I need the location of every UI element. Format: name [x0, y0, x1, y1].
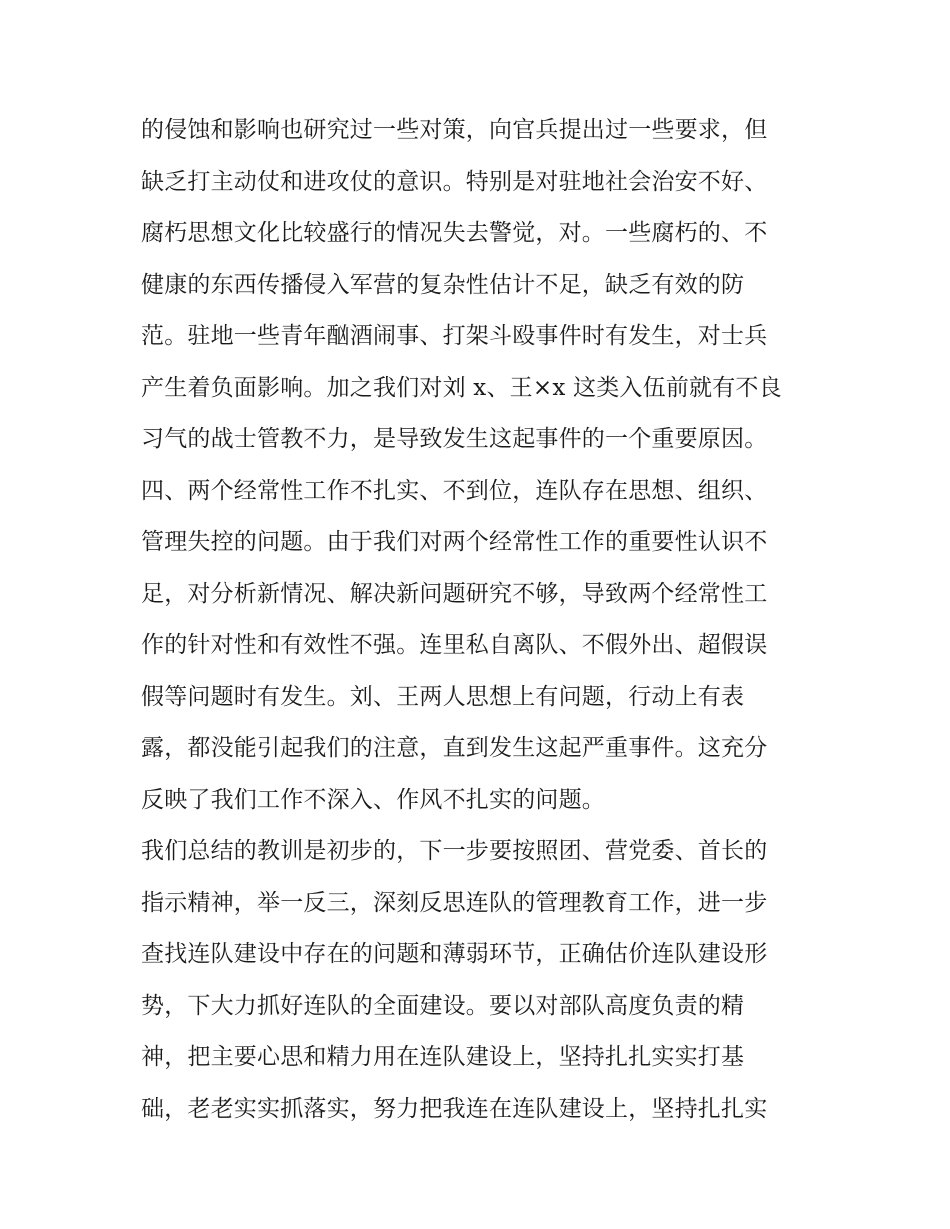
text-line: 势，下大力抓好连队的全面建设。要以对部队高度负责的精: [141, 992, 745, 1019]
text-line: 假等问题时有发生。刘、王两人思想上有问题，行动上有表: [141, 683, 745, 710]
text-line: 管理失控的问题。由于我们对两个经常性工作的重要性认识不: [141, 529, 768, 555]
text-line: 础，老老实实抓落实，努力把我连在连队建设上，坚持扎扎实: [141, 1095, 768, 1122]
text-line: 查找连队建设中存在的问题和薄弱环节，正确估价连队建设形: [141, 941, 768, 967]
text-line: 指示精神，举一反三，深刻反思连队的管理教育工作，进一步: [141, 889, 768, 916]
text-line: 露，都没能引起我们的注意，直到发生这起严重事件。这充分: [141, 735, 768, 761]
body-text: [141, 105, 831, 1135]
text-line: 神，把主要心思和精力用在连队建设上，坚持扎扎实实打基: [141, 1044, 745, 1070]
text-line: 健康的东西传播侵入军营的复杂性估计不足，缺乏有效的防: [141, 271, 745, 298]
text-line: 反映了我们工作不深入、作风不扎实的问题。: [141, 786, 605, 813]
text-line: 足，对分析新情况、解决新问题研究不够，导致两个经常性工: [141, 580, 768, 607]
text-line: 的侵蚀和影响也研究过一些对策，向官兵提出过一些要求，但: [141, 117, 768, 143]
text-line: 产生着负面影响。加之我们对刘 x、王×x 这类入伍前就有不良: [141, 374, 782, 401]
text-line: 缺乏打主动仗和进攻仗的意识。特别是对驻地社会治安不好、: [141, 168, 768, 195]
text-line: 我们总结的教训是初步的，下一步要按照团、营党委、首长的: [141, 838, 768, 864]
text-line: 范。驻地一些青年酗酒闹事、打架斗殴事件时有发生，对士兵: [141, 323, 768, 349]
text-line: 四、两个经常性工作不扎实、不到位，连队存在思想、组织、: [141, 477, 768, 504]
text-line: 作的针对性和有效性不强。连里私自离队、不假外出、超假误: [141, 632, 768, 658]
text-line: 习气的战士管教不力，是导致发生这起事件的一个重要原因。: [141, 426, 768, 452]
text-line: 腐朽思想文化比较盛行的情况失去警觉，对。一些腐朽的、不: [141, 220, 768, 246]
